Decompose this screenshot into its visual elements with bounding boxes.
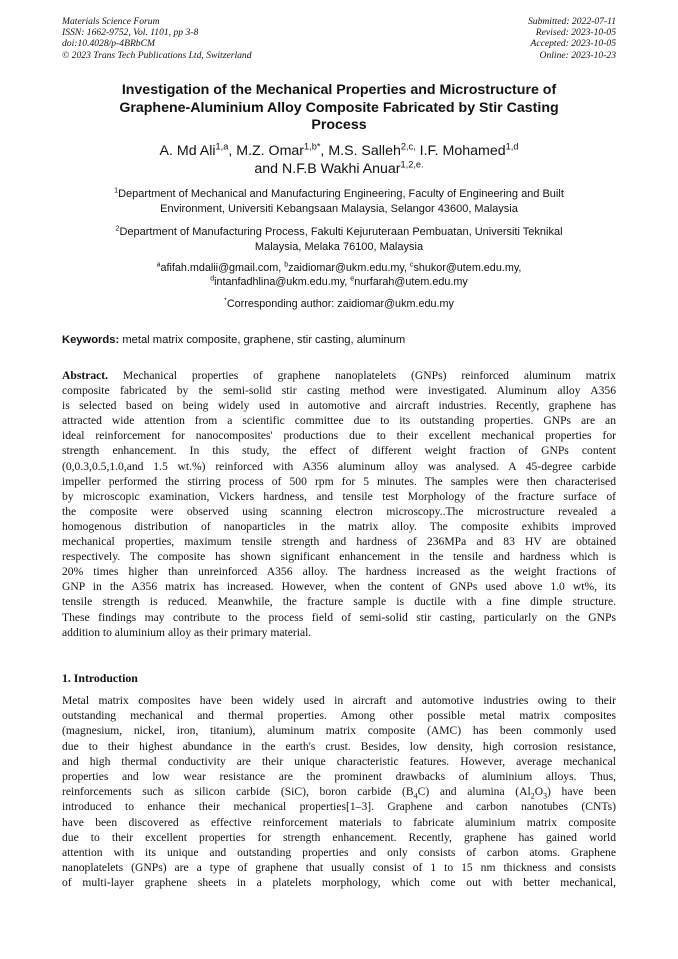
paper-title [70,82,608,135]
abstract-line: tensile strength is reduced. Meanwhile, the fracture sample is ductile with a fine dimple structure. [62,595,616,609]
author-affil-mark: 1,a [215,141,229,152]
abstract-line: addition to aluminium alloy as their primary material. [62,625,312,639]
keywords [62,333,616,347]
abstract-line: attracted wide attention from a scientific committee due to its outstanding properties. GNPs are an [62,414,616,428]
abstract-line: homogenous distribution of nanoparticles in the matrix alloy. The composite exhibits improved [62,519,616,533]
affiliation-1 [70,187,608,217]
author-affil-mark: 1,d [505,141,519,152]
abstract-line: ideal reinforcement for nanocomposites' productions due to their excellent mechanical properties for [62,429,616,443]
abstract-line: mechanical properties, maximum tensile strength and hardness of 236MPa and 83 HV are obtained [62,535,616,549]
body-line: reinforcements such as silicon carbide (SiC), boron carbide $(B_4C)$ and alumina $(Al_2O_3)$ have been [62,785,616,801]
body-line: of multi-layer graphene sheets in a platelets morphology, which come out with better mechanical, [62,876,616,890]
affiliation-2 [70,225,608,255]
author-name: N.F.B Wakhi Anuar [282,160,401,177]
corresponding-author-text: Corresponding author: zaidiomar@ukm.edu.my [226,298,454,310]
journal-header-right [528,16,616,61]
author-name: M.Z. Omar [236,143,305,159]
affiliation-number: 2 [115,224,120,233]
body-line: and high thermal conductivity are their unique characteristic features. However, average mechanical [62,754,616,768]
body-line: properties and low wear resistance are the prominent drawbacks of aluminium alloys. Thus, [62,770,616,784]
author-name: A. Md Ali [159,143,216,159]
affiliation-text: Malaysia, Melaka 76100, Malaysia [254,241,424,253]
section-heading-introduction: 1. Introduction [62,671,138,685]
author-conjunction: and [254,160,279,177]
title-line: Process [311,117,367,133]
title-line: Graphene-Aluminium Alloy Composite Fabricated by Stir Casting [119,99,559,116]
abstract-line: by microscopic examination, Vickers hardness, and tensile test Morphology of the fracture surface of [62,489,616,503]
date-accepted: Accepted: 2023-10-05 [530,38,616,50]
abstract-line: 20% times higher than unreinforced A356 alloy. The hardness increased as the weight fractions of [62,565,616,579]
body-line: introduced to enhance their mechanical properties[1–3]. Graphene and carbon nanotubes (CNTs) [62,800,616,814]
email-link[interactable]: afifah.mdalii@gmail.com, [160,262,282,274]
title-line: Investigation of the Mechanical Properties and Microstructure of [121,82,557,98]
body-line: due to their highest abundance in the earth's crust. Besides, low density, high corrosion resistance, [62,739,616,753]
body-line: have been discovered as effective reinforcement materials to fabricate aluminium matrix composite [62,815,616,829]
date-submitted: Submitted: 2022-07-11 [527,16,616,27]
email-link[interactable]: shukor@utem.edu.my, [413,262,522,274]
abstract-line: impeller performed the stirring process of 500 rpm for 5 minutes. The samples were then characterised [62,474,616,488]
abstract-line: (0,0.3,0.5,1.0,and 1.5 wt.%) reinforced with A356 aluminum alloy was analysed. A 45-degree carbide [62,459,616,473]
abstract-line: is selected based on being widely used in automotive and aircraft industries. Recently, graphene has [62,399,616,413]
keywords-text: metal matrix composite, graphene, stir casting, aluminum [122,334,406,346]
introduction-body [62,693,616,891]
journal-name: Materials Science Forum [62,16,160,27]
affiliation-text: Environment, Universiti Kebangsaan Malaysia, Selangor 43600, Malaysia [160,203,518,215]
abstract-line: GNP in the A356 matrix has increased. However, when the content of GNPs used above 1.0 wt%, its [62,580,616,594]
journal-copyright: © 2023 Trans Tech Publications Ltd, Switzerland [62,49,252,61]
email-link[interactable]: zaidiomar@ukm.edu.my, [288,262,407,274]
journal-header-left [62,16,252,61]
abstract-line: strength enhancement. In this study, the effect of different weight fraction of GNPs content [62,444,616,458]
affiliation-text: Department of Mechanical and Manufacturing Engineering, Faculty of Engineering and Built [118,188,564,200]
keywords-label: Keywords: [62,334,120,346]
email-link[interactable]: nurfarah@utem.edu.my [354,276,468,288]
author-affil-mark: 1,b* [304,141,321,152]
corresponding-author: *Corresponding author: zaidiomar@ukm.edu.my [224,297,454,310]
abstract-label: Abstract. [62,369,109,382]
body-line: attention with its unique and outstanding properties and only consists of carbon atoms. Graphene [62,846,616,860]
body-line: Metal matrix composites have been widely used in aircraft and automotive industries owing to their [62,694,616,707]
author-name: M.S. Salleh [328,143,401,159]
body-line: nanoplatelets (GNPs) are a type of graphene that usually consist of 1 to 15 nm thickness and consists [62,861,616,875]
journal-issn: ISSN: 1662-9752, Vol. 1101, pp 3-8 [62,27,199,39]
abstract [62,368,616,640]
author-emails: $^a$afifah.mdalii@gmail.com, $^b$zaidiomar@ukm.edu.my, $^c$shukor@utem.edu.my, $^d$intanfadhlina@ukm.edu.my, $^e$nurfarah@utem.edu.my [156,261,522,288]
body-line: (magnesium, nickel, iron, titanium), aluminum matrix composite (AMC) has been commonly used [62,724,616,738]
author-name: I.F. Mohamed [419,143,506,159]
body-line: due to their excellent properties for strength enhancement. Recently, graphene has gained world [62,830,616,844]
author-line [60,158,618,179]
author-affil-mark: 2,c, [400,141,416,152]
affiliation-text: Department of Manufacturing Process, Fakulti Kejuruteraan Pembuatan, Universiti Teknikal [119,226,563,238]
abstract-line: respectively. The composite has shown significant enhancement in the tensile and hardness which is [62,550,616,564]
author-line: A. Md Ali$^{1,a}$, M.Z. Omar$^{1,b*}$, M.S. Salleh$^{2,c,}$ I.F. Mohamed$^{1,d}$ [159,141,519,159]
affiliation-number: 1 [114,186,119,195]
abstract-line: These findings may contribute to the process field of semi-solid stir casting, particularly on the GNPs [62,610,616,624]
abstract-line: Mechanical properties of graphene nanoplatelets (GNPs) reinforced aluminum matrix [122,369,616,382]
abstract-line: composite fabricated by the semi-solid stir casting method were investigated. Aluminum alloy A356 [62,384,616,398]
author-affil-mark: 1,2,e. [400,158,424,169]
date-online: Online: 2023-10-23 [539,49,616,61]
author-list [60,143,618,178]
email-link[interactable]: intanfadhlina@ukm.edu.my, [214,276,348,288]
journal-doi[interactable]: doi:10.4028/p-4BRbCM [62,38,155,50]
abstract-line: the composite were observed using scanning electron microscopy..The microstructure revealed a [62,504,616,518]
body-line: outstanding mechanical and thermal properties. Among other possible metal matrix composites [62,709,616,723]
date-revised: Revised: 2023-10-05 [535,27,616,39]
